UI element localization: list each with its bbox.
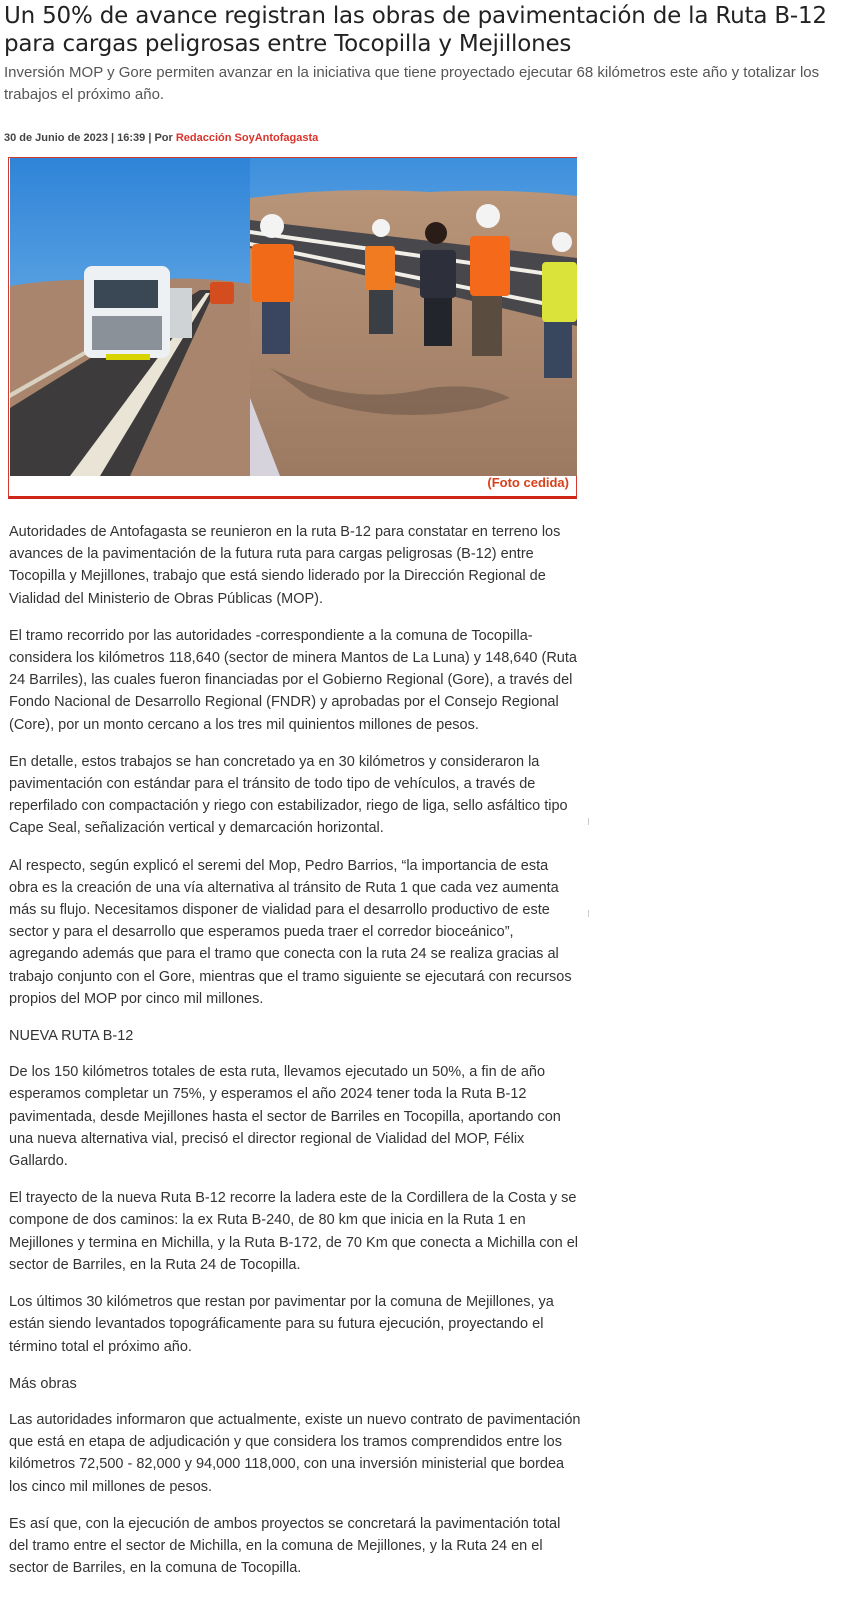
- paragraph: De los 150 kilómetros totales de esta ruta, llevamos ejecutado un 50%, a fin de año esperamos completar un 75%, y esperamos el año 2024 tener toda la Ruta B-12 pavimentada, desde Mejillones hasta el sector de Barriles en Tocopilla, aportando con una nueva alternativa vial, precisó el director regional de Vialidad del MOP, Félix Gallardo.: [9, 1064, 561, 1170]
- paragraph: Es así que, con la ejecución de ambos proyectos se concretará la pavimentación total del tramo entre el sector de Michilla, en la comuna de Mejillones, y la Ruta 24 en el sector de Barriles, en la comuna de Tocopilla.: [9, 1515, 561, 1577]
- divider-mark: [588, 910, 589, 917]
- divider-mark: [588, 818, 589, 825]
- article-photo-frame: [8, 157, 577, 499]
- paragraph: Los últimos 30 kilómetros que restan por pavimentar por la comuna de Mejillones, ya están siendo levantados topográficamente para su futura ejecución, proyectando el término total el próximo año.: [9, 1294, 554, 1355]
- section-heading: Más obras: [9, 1375, 77, 1392]
- paragraph: En detalle, estos trabajos se han concretado ya en 30 kilómetros y consideraron la pavimentación con estándar para el tránsito de todo tipo de vehículos, a través de reperfilado con compactación y riego con estabilizador, riego de liga, sello asfáltico tipo Cape Seal, señalización vertical y demarcación horizontal.: [9, 753, 568, 837]
- article-body: [9, 521, 581, 1594]
- article-meta: [4, 131, 318, 145]
- paragraph: El tramo recorrido por las autoridades -correspondiente a la comuna de Tocopilla- considera los kilómetros 118,640 (sector de minera Mantos de La Luna) y 148,640 (Ruta 24 Barriles), las cuales fueron financiadas por el Gobierno Regional (Gore), a través del Fondo Nacional de Desarrollo Regional (FNDR) y aprobadas por el Consejo Regional (Core), por un monto cercano a los tres mil quinientos millones de pesos.: [9, 627, 577, 733]
- paragraph: Las autoridades informaron que actualmente, existe un nuevo contrato de pavimentación que está en etapa de adjudicación y que considera los tramos comprendidos entre los kilómetros 72,500 - 82,000 y 94,000 118,000, con una inversión ministerial que bordea los cinco mil millones de pesos.: [9, 1411, 581, 1495]
- author-link[interactable]: Redacción SoyAntofagasta: [175, 132, 319, 144]
- paragraph: Al respecto, según explicó el seremi del Mop, Pedro Barrios, “la importancia de esta obra es la creación de una vía alternativa al tránsito de Ruta 1 que cada vez aumenta más su flujo. Necesitamos disponer de vialidad para el desarrollo productivo de este sector y para el desarrollo que esperamos pueda traer el corredor bioceánico”, agregando además que para el tramo que conecta con la ruta 24 se realiza gracias al trabajo conjunto con el Gore, mientras que el tramo siguiente se ejecutará con recursos propios del MOP por cinco mil millones.: [9, 857, 572, 1007]
- photo-caption: (Foto cedida): [487, 475, 569, 490]
- section-heading: NUEVA RUTA B-12: [9, 1028, 134, 1045]
- article-photo: [10, 158, 577, 476]
- photo-illustration: [10, 158, 577, 476]
- article-headline: Un 50% de avance registran las obras de pavimentación de la Ruta B-12 para cargas peligrosas entre Tocopilla y Mejillones: [4, 3, 827, 57]
- paragraph: El trayecto de la nueva Ruta B-12 recorre la ladera este de la Cordillera de la Costa y se compone de dos caminos: la ex Ruta B-240, de 80 km que inicia en la Ruta 1 en Mejillones y termina en Michilla, y la Ruta B-172, de 70 Km que conecta a Michilla con el sector de Barriles, en la Ruta 24 de Tocopilla.: [9, 1190, 578, 1273]
- publish-date: 30 de Junio de 2023 | 16:39 | Por: [4, 132, 176, 144]
- paragraph: Autoridades de Antofagasta se reunieron en la ruta B-12 para constatar en terreno los avances de la pavimentación de la futura ruta para cargas peligrosas (B-12) entre Tocopilla y Mejillones, trabajo que está siendo liderado por la Dirección Regional de Vialidad del Ministerio de Obras Públicas (MOP).: [9, 524, 561, 607]
- article-subtitle: Inversión MOP y Gore permiten avanzar en la iniciativa que tiene proyectado ejecutar 68 kilómetros este año y totalizar los trabajos el próximo año.: [4, 64, 820, 103]
